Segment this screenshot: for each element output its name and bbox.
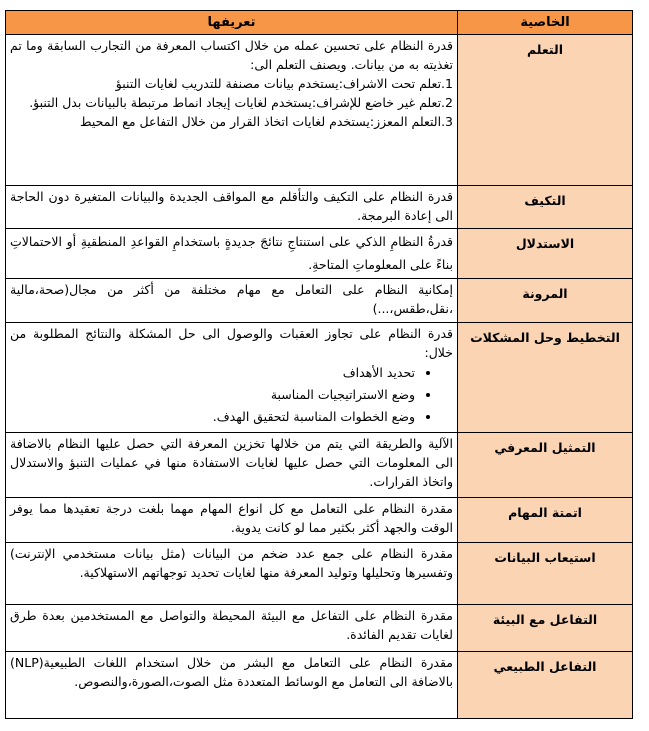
property-label: استيعاب البيانات [458, 543, 633, 605]
table-row [6, 279, 633, 323]
property-label: التفاعل مع البيئة [458, 605, 633, 652]
definition-text: مقدرة النظام على التعامل مع البشر من خلال استخدام اللغات الطبيعية(NLP) بالاضافة الى التعامل مع الوسائط المتعددة مثل الصوت،الصورة،والنصوص. [6, 652, 458, 719]
bullet-item: • تحديد الأهداف [10, 362, 415, 384]
header-property: الخاصية [458, 11, 633, 35]
numbered-item: 2.تعلم غير خاضع للإشراف:يستخدم لغايات إيجاد انماط مرتبطة بالبيانات بدل التنبؤ. [29, 95, 453, 110]
definition-text: قدرة النظام على تحسين عمله من خلال اكتساب المعرفة من التجارب السابقة وما تم تغذيته به من بيانات. ويصنف التعلم الى: [10, 38, 453, 72]
properties-table [5, 10, 633, 719]
table-row [6, 605, 633, 652]
property-label: اتمتة المهام [458, 498, 633, 543]
property-label: التخطيط وحل المشكلات [458, 323, 633, 433]
definition-text: قدرة النظام على تجاوز العقبات والوصول الى حل المشكلة والنتائج المطلوبة من خلال: [10, 326, 453, 360]
definition-text: قدرة النظام على التكيف والتأقلم مع المواقف الجديدة والبيانات المتغيرة دون الحاجة الى إعادة البرمجة. [6, 186, 458, 229]
bullet-item: • وضع الاستراتيجيات المناسبة [10, 384, 415, 406]
table-row [6, 229, 633, 279]
table-row [6, 498, 633, 543]
definition-text: الآلية والطريقة التي يتم من خلالها تخزين المعرفة التي حصل عليها النظام بالاضافة الى المعلومات التي حصل عليها لغايات الاستفادة منها في عمليات التنبؤ والاستدلال واتخاذ القرارات. [6, 433, 458, 498]
table-header-row [6, 11, 633, 35]
definition-text: مقدرة النظام على التفاعل مع البيئة المحيطة والتواصل مع المستخدمين بعدة طرق لغايات تقديم الفائدة. [6, 605, 458, 652]
table-row [6, 543, 633, 605]
bullet-item: • وضع الخطوات المناسبة لتحقيق الهدف. [10, 406, 415, 428]
property-label: التفاعل الطبيعي [458, 652, 633, 719]
table-row [6, 323, 633, 433]
definition-text: مقدرة النظام على جمع عدد ضخم من البيانات (مثل بيانات مستخدمي الإنترنت) وتفسيرها وتحليلها وتوليد المعرفة منها لغايات تحديد توجهاتهم الاستهلاكية. [6, 543, 458, 605]
definition-text: قدرةُ النظامِ الذكي على استنتاجِ نتائجَ جديدةٍ باستخدامِ القواعدِ المنطقيةِ أو الاحتمالاتِ بناءً على المعلوماتِ المتاحةِ. [6, 229, 458, 279]
table-row [6, 186, 633, 229]
definition-text: مقدرة النظام على التعامل مع كل انواع المهام مهما بلغت درجة تعقيدها مما يوفر الوقت والجهد أكثر بكثير مما لو كانت يدوية. [6, 498, 458, 543]
property-label: الاستدلال [458, 229, 633, 279]
table-row [6, 433, 633, 498]
numbered-item: 3.التعلم المعزز:يستخدم لغايات اتخاذ القرار من خلال التفاعل مع المحيط [80, 114, 453, 129]
bullet-list [10, 362, 453, 428]
table-row [6, 652, 633, 719]
property-label: المرونة [458, 279, 633, 323]
table-row [6, 35, 633, 186]
numbered-item: 1.تعلم تحت الاشراف:يستخدم بيانات مصنفة للتدريب لغايات التنبؤ [115, 76, 453, 91]
definition-text: إمكانية النظام على التعامل مع مهام مختلفة من أكثر من مجال(صحة،مالية ،نقل،طقس،...) [6, 279, 458, 323]
header-definition: تعريفها [6, 11, 458, 35]
property-label: التمثيل المعرفي [458, 433, 633, 498]
definition-cell [6, 323, 458, 433]
property-label: التعلم [458, 35, 633, 186]
property-label: التكيف [458, 186, 633, 229]
definition-cell [6, 35, 458, 186]
